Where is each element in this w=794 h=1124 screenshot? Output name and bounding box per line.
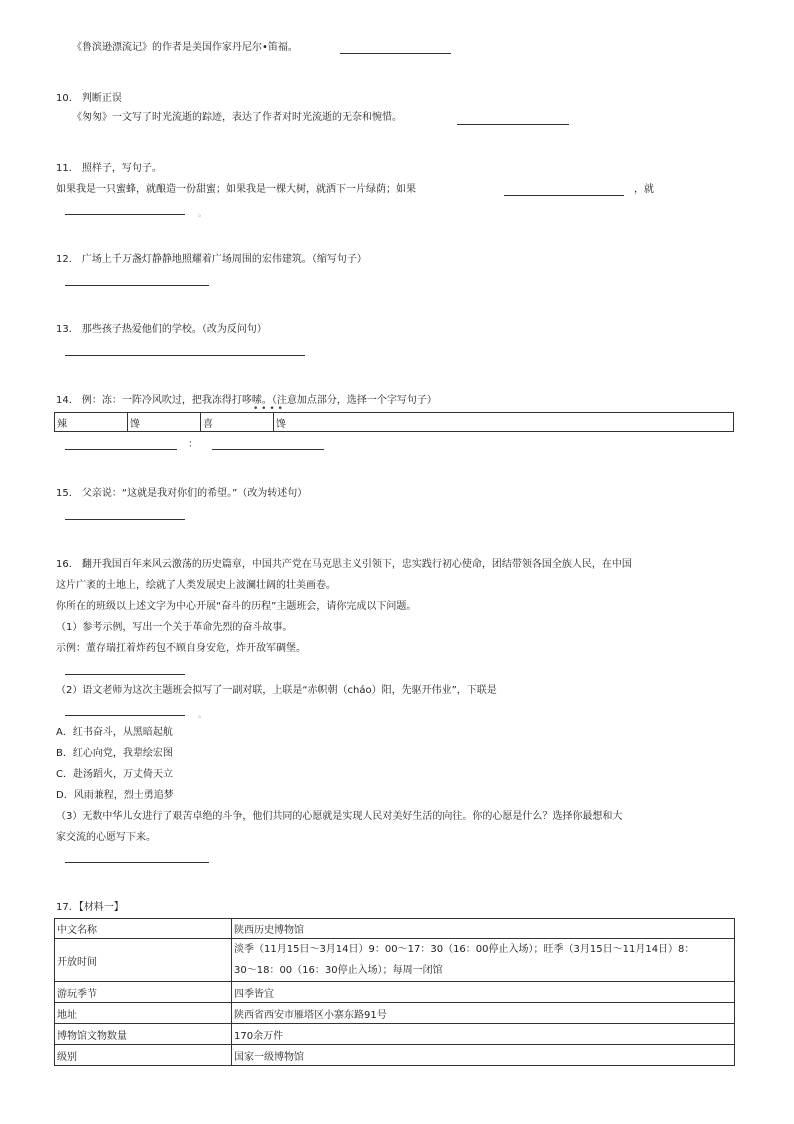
q16-sub2-end-mark: 。 — [198, 710, 206, 719]
table-value-line: 30～18：00（16：30停止入场）；每周一闭馆 — [234, 965, 443, 976]
table-row — [55, 939, 735, 982]
q11-blank-1[interactable] — [504, 195, 624, 196]
table-row — [55, 1003, 735, 1024]
q11-end-mark: 。 — [198, 209, 206, 218]
table-value: 陕西省西安市雁塔区小寨东路91号 — [232, 1003, 735, 1024]
table-key: 博物馆文物数量 — [55, 1024, 232, 1045]
q14-char-table — [54, 412, 734, 432]
q9-statement: 《鲁滨逊漂流记》的作者是美国作家丹尼尔•笛福。 — [72, 42, 298, 53]
q10-title: 10． 判断正误 — [56, 93, 122, 104]
q16-option-c[interactable]: C．赴汤蹈火，万丈倚天立 — [56, 769, 173, 780]
q10-statement: 《匆匆》一文写了时光流逝的踪迹，表达了作者对时光流逝的无奈和惋惜。 — [72, 112, 402, 123]
q11-sentence: 如果我是一只蜜蜂，就酿造一份甜蜜；如果我是一棵大树，就洒下一片绿荫；如果 — [56, 184, 416, 195]
q11-jiu: ，就 — [634, 184, 654, 195]
table-row — [55, 1024, 735, 1045]
table-key: 地址 — [55, 1003, 232, 1024]
q17-museum-table — [54, 918, 735, 1066]
q16-sub3-line-1: （3）无数中华儿女进行了艰苦卓绝的斗争，他们共同的心愿就是实现人民对美好生活的向往。你的心愿是什么？选择你最想和大 — [56, 811, 623, 822]
q16-sub1: （1）参考示例，写出一个关于革命先烈的奋斗故事。 — [56, 622, 293, 633]
table-value: 四季皆宜 — [232, 982, 735, 1003]
q14-emphasis-dots: • • • • — [253, 404, 283, 414]
table-value — [232, 939, 735, 982]
q13-answer-blank[interactable] — [65, 355, 305, 356]
table-key: 开放时间 — [55, 939, 232, 982]
q16-instructions: 你所在的班级以上述文字为中心开展“奋斗的历程”主题班会，请你完成以下问题。 — [56, 601, 417, 612]
q14-char-cell[interactable]: 辣 — [55, 413, 128, 432]
q12-answer-blank[interactable] — [65, 285, 209, 286]
q16-option-a[interactable]: A．红书奋斗，从黑暗起航 — [56, 727, 173, 738]
q11-blank-2[interactable] — [65, 214, 185, 215]
q16-passage-line-1: 16． 翻开我国百年来风云激荡的历史篇章，中国共产党在马克思主义引领下，忠实践行初心使命，团结带领各国全族人民，在中国 — [56, 559, 632, 570]
table-value: 陕西历史博物馆 — [232, 919, 735, 939]
q13-question: 13． 那些孩子热爱他们的学校。（改为反问句） — [56, 324, 267, 335]
q16-sub3-line-2: 家交流的心愿写下来。 — [56, 832, 156, 843]
table-row — [55, 982, 735, 1003]
table-key: 级别 — [55, 1045, 232, 1066]
q16-option-d[interactable]: D．风雨兼程，烈士勇追梦 — [56, 790, 174, 801]
q12-question: 12． 广场上千万盏灯静静地照耀着广场周围的宏伟建筑。（缩写句子） — [56, 254, 367, 265]
q11-title: 11． 照样子，写句子。 — [56, 163, 162, 174]
table-row — [55, 1045, 735, 1066]
q14-char-cell[interactable]: 馋 — [128, 413, 201, 432]
q16-sub2-blank[interactable] — [65, 715, 185, 716]
q16-sub1-blank[interactable] — [65, 674, 185, 675]
q16-sub2: （2）语文老师为这次主题班会拟写了一副对联，上联是“赤帜朝（cháo）阳，先驱开伟业”，下联是 — [56, 685, 497, 696]
q15-question: 15． 父亲说：“这就是我对你们的希望。”（改为转述句） — [56, 488, 308, 499]
q14-char-cell[interactable]: 喜 — [201, 413, 274, 432]
table-value: 国家一级博物馆 — [232, 1045, 735, 1066]
q15-answer-blank[interactable] — [65, 519, 185, 520]
q10-answer-blank[interactable] — [457, 124, 569, 125]
q16-passage-line-2: 这片广袤的土地上，绘就了人类发展史上波澜壮阔的壮美画卷。 — [56, 580, 336, 591]
q14-question: 14． 例：冻：一阵冷风吹过，把我冻得打哆嗦。（注意加点部分，选择一个字写句子） — [56, 395, 437, 406]
table-key: 中文名称 — [55, 919, 232, 939]
q16-option-b[interactable]: B．红心向党，我辈绘宏图 — [56, 748, 173, 759]
q14-blank-char[interactable] — [65, 449, 177, 450]
q17-title: 17．【材料一】 — [56, 902, 124, 913]
table-value-line: 淡季（11月15日～3月14日）9：00～17：30（16：00停止入场）；旺季（3月15日～11月14日）8： — [234, 944, 695, 955]
q16-sub3-blank[interactable] — [65, 862, 209, 863]
table-row — [55, 919, 735, 939]
q9-answer-blank[interactable] — [340, 53, 451, 54]
q14-colon: ： — [188, 439, 198, 450]
table-value: 170余万件 — [232, 1024, 735, 1045]
table-key: 游玩季节 — [55, 982, 232, 1003]
q14-blank-sentence[interactable] — [212, 449, 324, 450]
q16-example: 示例：董存瑞扛着炸药包不顾自身安危，炸开敌军碉堡。 — [56, 643, 306, 654]
q14-char-cell[interactable]: 馋 — [274, 413, 734, 432]
